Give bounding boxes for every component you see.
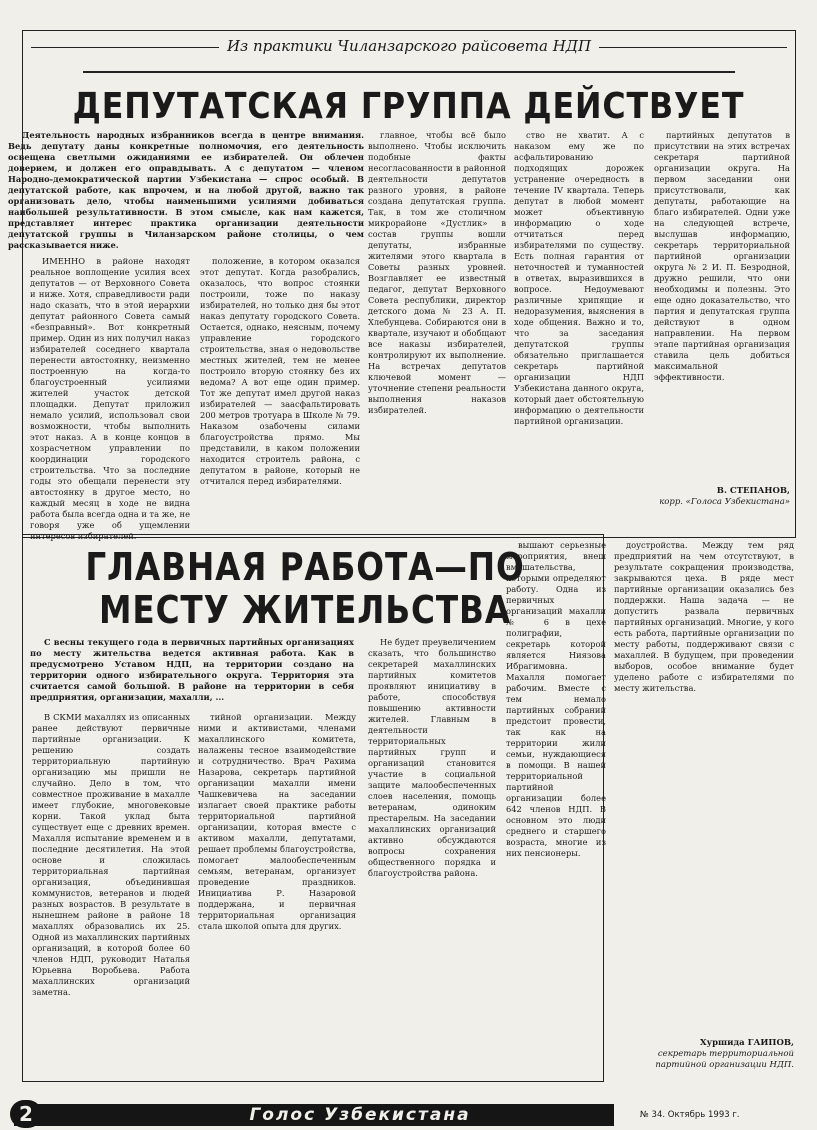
article-signature — [654, 486, 790, 508]
author2-name: Хуршида ГАИПОВ, — [700, 1038, 794, 1048]
article2-column-4: вышают серьезные мероприятия, внеш вмешательства, которыми определяют работу. Одна из первичных организаций махалли № 6 в цехе полиграфии, секретарь которой является Ниязова Ибрагимовна. Махалля помогает рабочим. Вместе с тем немало партийных собраний предстоит провести, так как на территории жили семьи, нуждающиеся в помощи. В нашей территориальной партийной организации более 642 членов НДП. В основном это люди среднего и старшего возраста, многие из них пенсионеры. — [506, 540, 606, 858]
author-role: корр. «Голоса Узбекистана» — [659, 497, 790, 507]
article2-signature — [614, 1038, 794, 1071]
article-kicker: Из практики Чиланзарского райсовета НДП — [226, 37, 592, 55]
article-column-5: партийных депутатов в присутствии на этих встречах секретаря партийной организации округа. На первом заседании они присутствовали, как депутаты, работающие на благо избирателей. Одни уже на следующей встрече, выслушав информацию, секретарь территориальной партийной организации округа № 2 И. П. Безродной, дружно решили, что они необходимы и полезны. Это еще одно доказательство, что партия и депутатская группа действуют в одном направлении. На первом этапе партийная организация ставила цель добиться максимальной эффективности. — [654, 130, 790, 382]
article2-column-1: В СКМИ махаллях из описанных ранее действуют первичные партийные организации. К решению создать территориальную партийную организацию мы пришли не случайно. Дело в том, что совместное проживание в махалле имеет глубокие, многовековые корни. Такой уклад быта существует еще с древних времен. Махалля испытание временем и в последние десятилетия. На этой основе и сложилась территориальная партийная организация, объединившая коммунистов, ветеранов и людей разных возрастов. В результате в нынешнем районе в районе 18 махаллях образовались их 25. Одной из махаллинских партийных организаций, в которой более 60 членов НДП, руководит Наталья Юрьевна Воробьева. Работа махаллинских организаций заметна. — [32, 712, 190, 997]
headline-rule-top — [83, 71, 735, 73]
article-lead: Деятельность народных избранников всегда в центре внимания. Ведь депутату даны конкретные полномочия, его деятельность освещена светлыми ожиданиями ее избирателей. Он облечен доверием, и должен его оправдывать. А с депутатом — членом Народно-демократической партии Узбекистана — спрос особый. В депутатской работе, как впрочем, и на любой другой, важно так организовать дело, чтобы наименьшими усилиями добиваться наибольшей результативности. В этом смысле, как нам кажется, представляет интерес практика организации деятельности депутатской группы в Чиланзарском районе столицы, о чем рассказывается ниже. — [8, 130, 364, 250]
article-headline: ДЕПУТАТСКАЯ ГРУППА ДЕЙСТВУЕТ — [72, 86, 745, 127]
article-column-3: главное, чтобы всё было выполнено. Чтобы исключить подобные факты несогласованности в районной деятельности депутатов разного уровня, в районе создана депутатская группа. Так, в том же столичном микрорайоне «Дустлик» в состав группы вошли депутаты, избранные жителями этого квартала в Советы разных уровней. Возглавляет ее известный педагог, депутат Верховного Совета республики, директор детского дома № 23 А. П. Хлебунцева. Собираются они в квартале, изучают и обобщают все наказы избирателей, контролируют их выполнение. На встречах депутатов ключевой момент — уточнение степени реальности выполнения наказов избирателей. — [368, 130, 506, 415]
article2-column-2: тийной организации. Между ними и активистами, членами махаллинского комитета, налажены тесное взаимодействие и сотрудничество. Врач Рахима Назарова, секретарь партийной организации махалли имени Чашкевичева на заседании излагает своей практике работы территориальной партийной организации, которая вместе с активом махалли, депутатами, решает проблемы благоустройства, помогает малообеспеченным семьям, ветеранам, организует проведение праздников. Инициатива Р. Назаровой поддержана, и первичная территориальная организация стала школой опыта для других. — [198, 712, 356, 931]
article2-column-3: Не будет преувеличением сказать, что большинство секретарей махаллинских партийных комитетов проявляют инициативу в работе, способствуя повышению активности жителей. Главным в деятельности территориальных партийных групп и организаций становится участие в социальной защите малообеспеченных слоев населения, помощь ветеранам, одиноким престарелым. На заседании махаллинских организаций активно обсуждаются вопросы сохранения общественного порядка и благоустройства района. — [368, 637, 496, 878]
newspaper-masthead: Голос Узбекистана — [249, 1105, 471, 1125]
author2-role: секретарь территориальной партийной организации НДП. — [655, 1049, 794, 1070]
article-column-2: положение, в котором оказался этот депутат. Когда разобрались, оказалось, что вопрос стоянки построили, тоже по наказу избирателей, но только дня бы этот наказ депутату городского Совета. Остается, однако, неясным, почему управление городского строительства, зная о недовольстве местных жителей, тем не менее построило вторую стоянку без их ведома? А вот еще один пример. Тот же депутат имел другой наказ избирателей — заасфальтировать 200 метров тротуара в Школе № 79. Наказом озабочены силами благоустройства прямо. Мы представили, в каком положении находится строитель района, с депутатом в районе, который не отчитался перед избирателями. — [200, 256, 360, 486]
page-footer — [0, 1092, 817, 1130]
article-column-1: ИМЕННО в районе находят реальное воплощение усилия всех депутатов — от Верховного Совета и ниже. Хотя, справедливости ради надо сказать, что в этой иерархии депутат районного Совета самый «безправный». Вот конкретный пример. Один из них получил наказ избирателей соседнего квартала перенести автостоянку, неизменно построенную на когда-то благоустроенный усилиями жителей участок детской площадки. Депутат приложил немало усилий, использовал свои возможности, чтобы выполнить этот наказ. А в конце концов в хозрасчетном управлении по координации городского строительства. Что за последние годы это обещали перенести эту автостоянку в другое место, но каждый месяц в ходе не видна работа была всегда одна и та же, не говоря уже об ущемлении интересов избирателей. — [30, 256, 190, 541]
article2-column-5: доустройства. Между тем ряд предприятий на чем отсутствуют, в результате сокращения производства, закрываются цеха. В ряде мест партийные организации оказались без поддержки. Наша задача — не допустить развала первичных партийных организаций. Многие, у кого есть работа, партийные организации по месту работы, поддерживают связи с махаллей. В будущем, при проведении выборов, особое внимание будет уделено работе с избирателями по месту жительства. — [614, 540, 794, 693]
article-column-4: ство не хватит. А с наказом ему же по асфальтированию подходящих дорожек устранение очередность в течение IV квартала. Теперь депутат в любой момент может объективную информацию о ходе отчитаться перед избирателями по существу. Есть полная гарантия от неточностей и туманностей в ответах, выразившихся в вопросе. Недоумевают различные хрипящие и недоразумения, выяснения в ходе общения. Важно и то, что за заседания депутатской группы обязательно приглашается секретарь партийной организации НДП Узбекистана данного округа, который дает обстоятельную информацию о деятельности партийной организации. — [514, 130, 644, 426]
article2-headline-line1: ГЛАВНАЯ РАБОТА—ПО — [85, 545, 525, 589]
article2-headline-line2: МЕСТУ ЖИТЕЛЬСТВА — [99, 588, 511, 632]
issue-info: № 34. Октябрь 1993 г. — [640, 1110, 740, 1120]
author-name: В. СТЕПАНОВ, — [716, 486, 790, 496]
page-number: 2 — [10, 1100, 42, 1128]
article2-lead: С весны текущего года в первичных партийных организациях по месту жительства ведется активная работа. Как в предусмотрено Уставом НДП, на территории создано на территории одного избирательного округа. Территория эта считается самой большой. В районе на территории в себя предприятия, организации, махалли, ... — [30, 637, 354, 702]
